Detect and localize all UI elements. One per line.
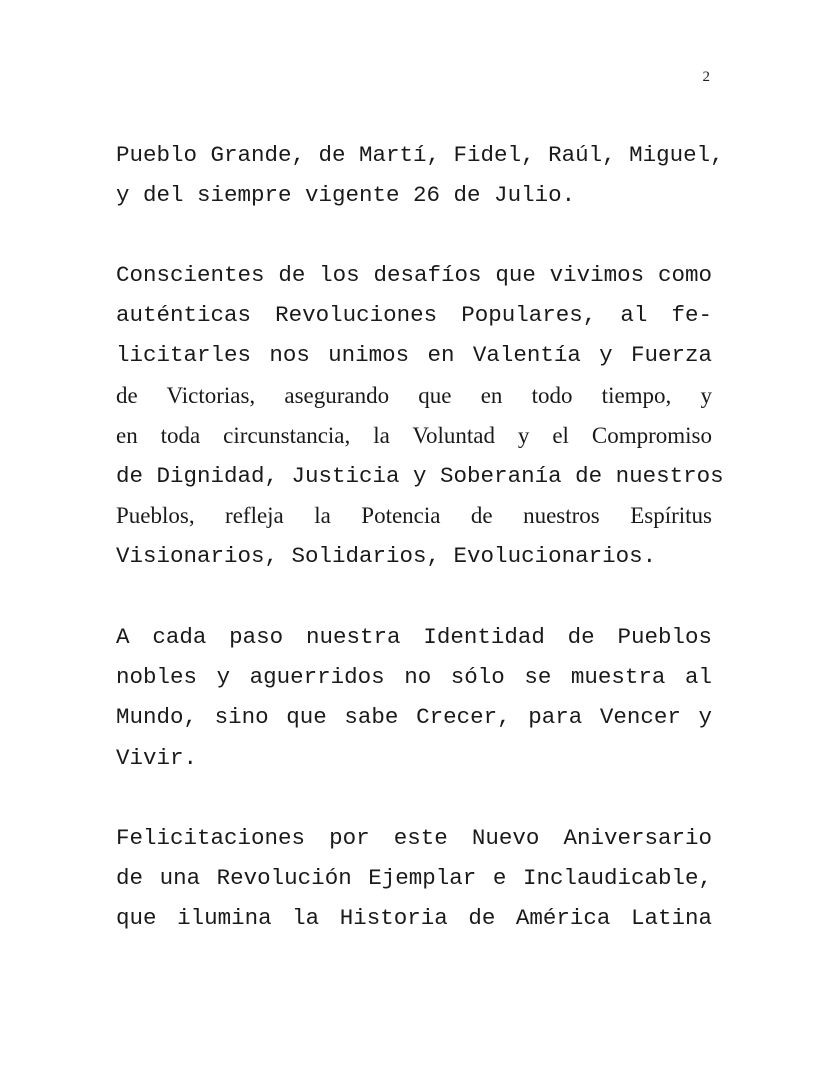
- text-line: Conscientes de los desafíos que vivimos como: [116, 262, 712, 288]
- text-line: licitarles nos unimos en Valentía y Fuerza: [116, 342, 712, 369]
- text-line: Vivir.: [116, 744, 198, 771]
- page-number: 2: [702, 69, 710, 85]
- text-line: de Dignidad, Justicia y Soberanía de nuestros: [116, 462, 724, 489]
- paragraph-4: [116, 818, 712, 939]
- text-line: de una Revolución Ejemplar e Inclaudicable,: [116, 865, 712, 892]
- text-line: A cada paso nuestra Identidad de Pueblos: [116, 624, 712, 650]
- text-line: Pueblo Grande, de Martí, Fidel, Raúl, Miguel,: [116, 142, 724, 168]
- paragraph-2: [116, 255, 724, 577]
- text-line: en toda circunstancia, la Voluntad y el Compromiso: [116, 422, 712, 448]
- text-line: que ilumina la Historia de América Latina: [116, 905, 712, 932]
- text-line: Visionarios, Solidarios, Evolucionarios.: [116, 543, 657, 570]
- text-line: nobles y aguerridos no sólo se muestra al: [116, 664, 712, 691]
- text-line: y del siempre vigente 26 de Julio.: [116, 182, 576, 209]
- paragraph-3: [116, 617, 712, 778]
- paragraph-1: [116, 135, 724, 215]
- text-line: de Victorias, asegurando que en todo tiempo, y: [116, 382, 712, 408]
- text-line: Pueblos, refleja la Potencia de nuestros Espíritus: [116, 503, 712, 529]
- text-line: Mundo, sino que sabe Crecer, para Vencer y: [116, 704, 712, 731]
- text-line: Felicitaciones por este Nuevo Aniversario: [116, 825, 712, 851]
- text-line: auténticas Revoluciones Populares, al fe-: [116, 302, 712, 329]
